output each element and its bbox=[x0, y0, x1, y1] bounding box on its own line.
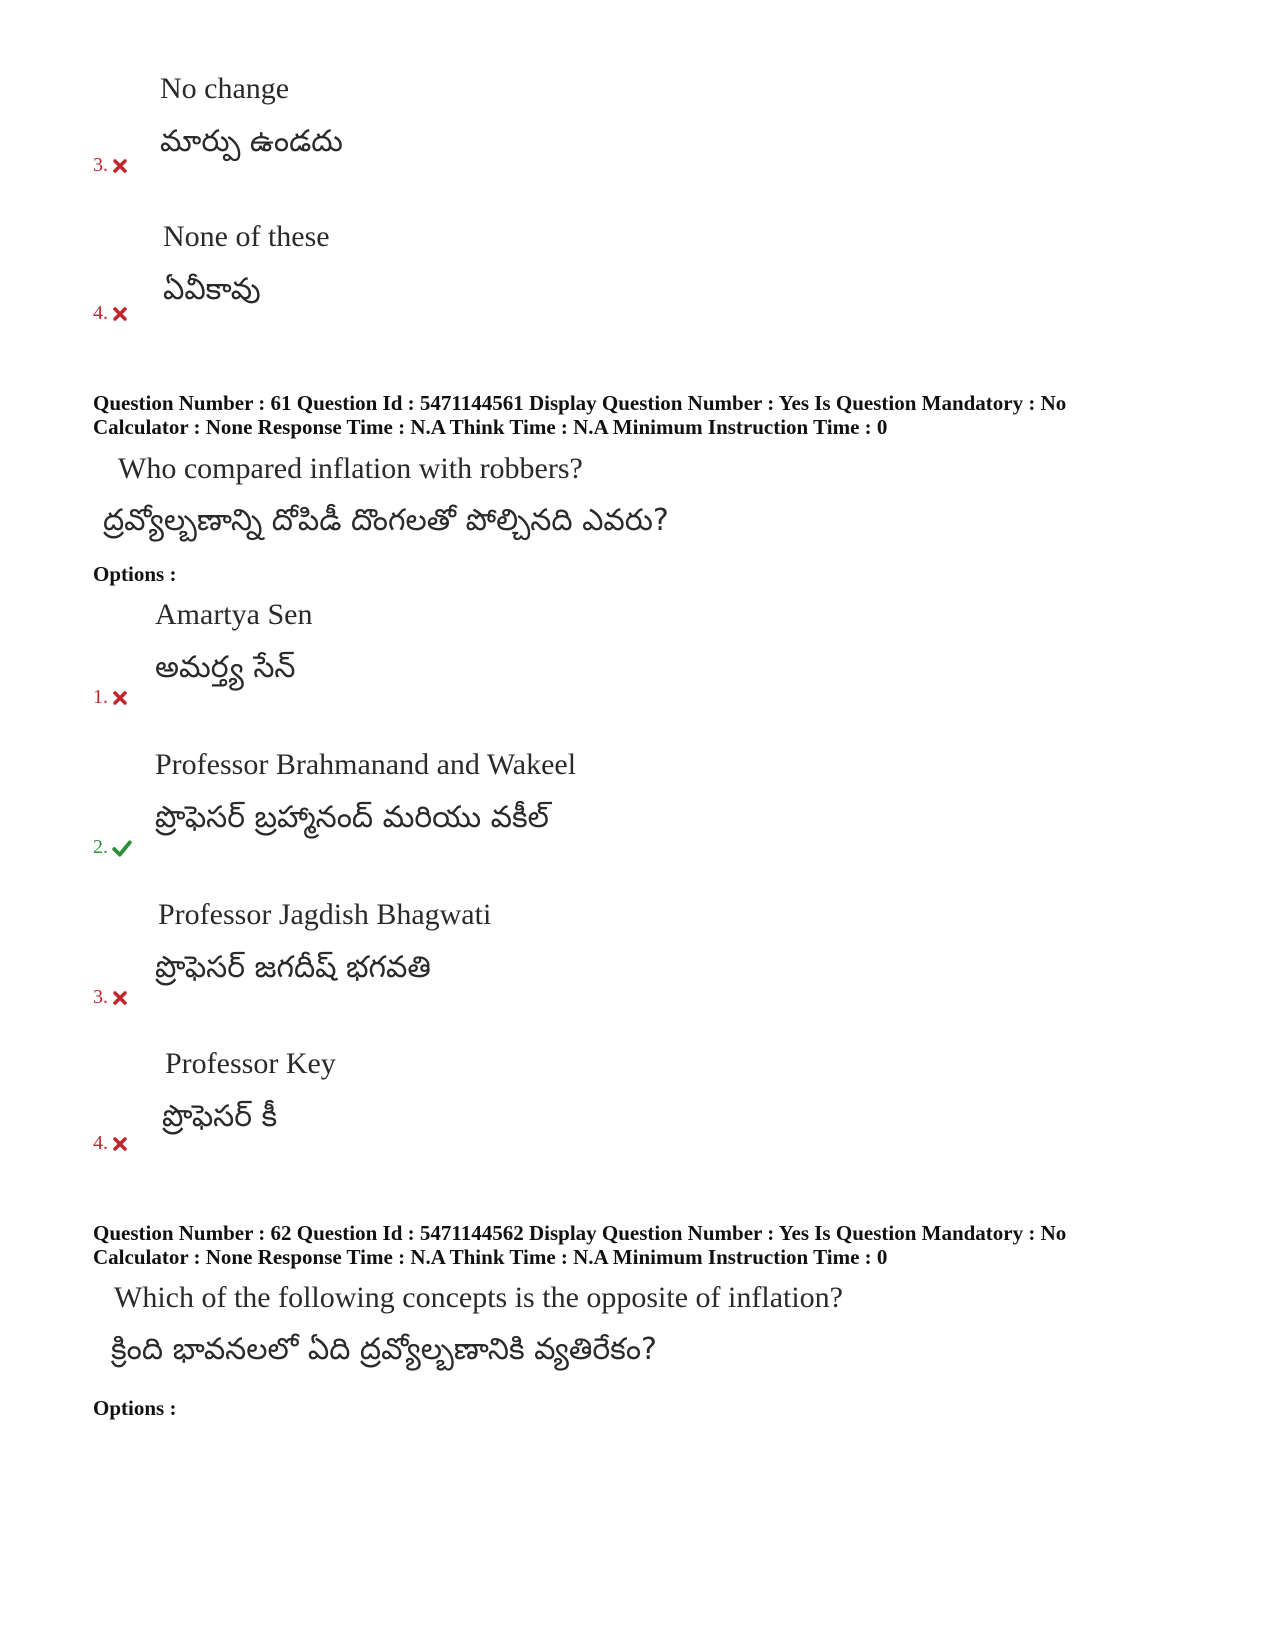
q61-option-1-te: అమర్త్య సేన్ bbox=[155, 650, 296, 685]
q62-question-en: Which of the following concepts is the opposite of inflation? bbox=[114, 1281, 843, 1314]
cross-icon bbox=[112, 306, 128, 322]
prev-option-3-number: 3. bbox=[93, 154, 128, 177]
cross-icon bbox=[112, 690, 128, 706]
q61-option-1-number: 1. bbox=[93, 686, 128, 709]
q61-options-label: Options : bbox=[93, 562, 177, 586]
q61-option-3-number: 3. bbox=[93, 986, 128, 1009]
q61-option-3-te: ప్రొఫెసర్ జగదీష్ భగవతి bbox=[155, 950, 431, 985]
q61-option-4-te: ప్రొఫెసర్ కీ bbox=[162, 1099, 278, 1134]
checkmark-icon bbox=[112, 839, 132, 857]
cross-icon bbox=[112, 158, 128, 174]
prev-option-4-te: ఏవీకావు bbox=[163, 272, 261, 307]
q61-meta-line1: Question Number : 61 Question Id : 5471144561 Display Question Number : Yes Is Question Mandatory : No bbox=[93, 391, 1067, 415]
q61-option-4-en: Professor Key bbox=[165, 1047, 336, 1080]
q61-question-en: Who compared inflation with robbers? bbox=[118, 452, 583, 485]
q61-meta-line2: Calculator : None Response Time : N.A Think Time : N.A Minimum Instruction Time : 0 bbox=[93, 415, 888, 439]
q61-question-te: ద్రవ్యోల్బణాన్ని దోపిడీ దొంగలతో పోల్చినది ఎవరు? bbox=[103, 503, 669, 538]
prev-option-4-en: None of these bbox=[163, 220, 330, 253]
prev-option-3-te: మార్పు ఉండదు bbox=[160, 124, 343, 159]
q61-option-2-en: Professor Brahmanand and Wakeel bbox=[155, 748, 577, 781]
cross-icon bbox=[112, 990, 128, 1006]
q62-options-label: Options : bbox=[93, 1396, 177, 1420]
q61-option-3-en: Professor Jagdish Bhagwati bbox=[158, 898, 492, 931]
q62-meta-line1: Question Number : 62 Question Id : 5471144562 Display Question Number : Yes Is Question Mandatory : No bbox=[93, 1221, 1067, 1245]
q62-meta-line2: Calculator : None Response Time : N.A Think Time : N.A Minimum Instruction Time : 0 bbox=[93, 1245, 888, 1269]
q62-question-te: క్రింది భావనలలో ఏది ద్రవ్యోల్బణానికి వ్యతిరేకం? bbox=[111, 1332, 657, 1367]
cross-icon bbox=[112, 1136, 128, 1152]
q61-option-2-te: ప్రొఫెసర్ బ్రహ్మానంద్ మరియు వకీల్ bbox=[155, 800, 549, 835]
q61-option-1-en: Amartya Sen bbox=[155, 598, 313, 631]
q61-option-4-number: 4. bbox=[93, 1132, 128, 1155]
prev-option-4-number: 4. bbox=[93, 302, 128, 325]
prev-option-3-en: No change bbox=[160, 72, 290, 105]
q61-option-2-number: 2. bbox=[93, 836, 132, 859]
